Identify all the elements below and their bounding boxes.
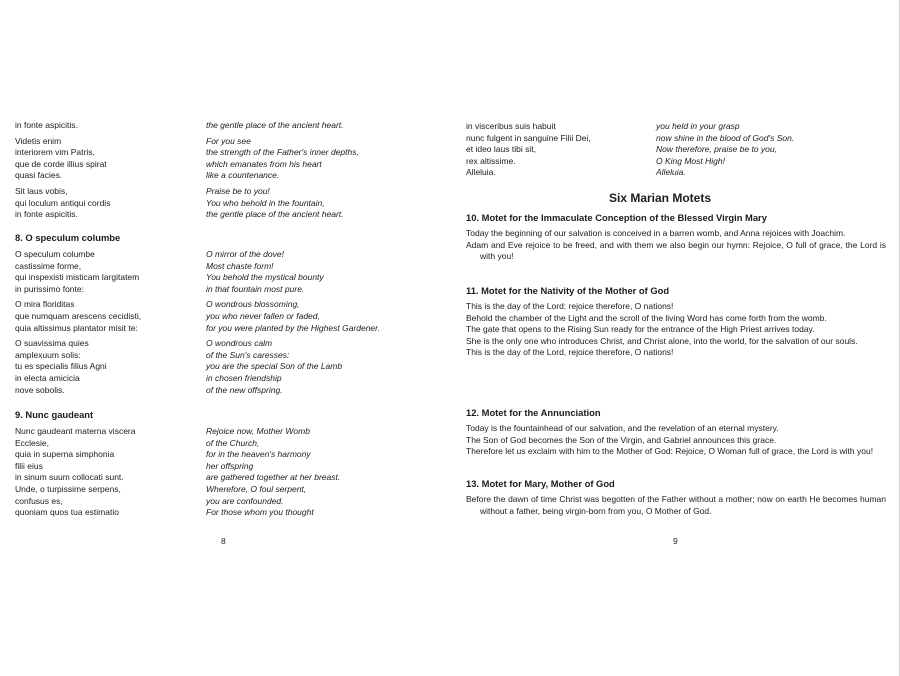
text-line: interiorem vim Patris, (15, 147, 95, 158)
text-line: que de corde illius spirat (15, 158, 107, 169)
stanza (15, 299, 141, 334)
motet-paragraph: She is the only one who introduces Christ, and Christ alone, into the world, for the salvation of our souls. (466, 335, 858, 346)
latin-text-continuation (15, 120, 110, 225)
motet-paragraph: Behold the chamber of the Light and the scroll of the living Word has come forth from the womb. (466, 312, 827, 323)
motet-paragraph: This is the day of the Lord: rejoice therefore, O nations! (466, 301, 674, 311)
motet-paragraph: Adam and Eve rejoice to be freed, and with them we also begin our hymn: Rejoice, O full of grace, the Lord is with you! (466, 239, 886, 262)
text-line: the strength of the Father's inner depths, (206, 147, 359, 158)
text-line: O mirror of the dove! (206, 249, 284, 259)
section-9-latin (15, 426, 136, 519)
page-number-left: 8 (221, 536, 226, 546)
text-line: confusus es, (15, 495, 63, 506)
text-line: Most chaste form! (206, 260, 274, 271)
motet-heading: 10. Motet for the Immaculate Conception of the Blessed Virgin Mary (466, 212, 767, 223)
text-line: Ecclesie, (15, 437, 50, 448)
text-line: O wondrous calm (206, 338, 273, 349)
text-line: Rejoice now, Mother Womb (206, 426, 310, 436)
text-line: filii eius (15, 460, 43, 471)
text-line: O King Most High! (656, 155, 725, 166)
text-line: in chosen friendship (206, 372, 282, 383)
text-line: O suavissima quies (15, 338, 89, 349)
text-line: you are confounded. (206, 495, 284, 506)
section-8-latin (15, 249, 141, 400)
text-line: in sinum suum collocati sunt. (15, 472, 124, 483)
stanza (206, 120, 359, 132)
text-line: amplexuum solis: (15, 349, 81, 360)
motet-paragraph: Therefore let us exclaim with him to the Mother of God: Rejoice, O Woman full of grace, the Lord is with you! (466, 446, 874, 457)
text-line: For you see (206, 135, 251, 146)
section-9-heading: 9. Nunc gaudeant (15, 409, 94, 420)
text-line: her offspring (206, 460, 254, 471)
text-line: nove sobolis. (15, 384, 65, 395)
text-line: castissime forme, (15, 260, 82, 271)
text-line: tu es specialis filius Agni (15, 361, 107, 372)
text-line: in purissimo fonte: (15, 283, 84, 294)
latin-text-ending (466, 121, 591, 179)
motet-heading: 13. Motet for Mary, Mother of God (466, 478, 615, 489)
text-line: que numquam arescens cecidisti, (15, 310, 142, 321)
text-line: O wondrous blossoming, (206, 299, 300, 310)
motet-paragraph: This is the day of the Lord, rejoice therefore, O nations! (466, 347, 674, 358)
text-line: in that fountain most pure. (206, 283, 305, 294)
text-line: O mira floriditas (15, 299, 75, 310)
text-line: Alleluia. (466, 167, 496, 178)
text-line: in visceribus suis habuit (466, 121, 556, 131)
text-line: you who never fallen or faded, (206, 310, 320, 321)
text-line: you are the special Son of the Lamb (206, 361, 343, 372)
text-line: nunc fulgent in sanguine Filii Dei, (466, 132, 591, 143)
stanza (15, 249, 141, 295)
motet-section (466, 285, 886, 359)
text-line: Praise be to you! (206, 185, 270, 196)
text-line: you held in your grasp (656, 121, 740, 131)
text-line: Sit laus vobis, (15, 185, 68, 196)
text-line: et ideo laus tibi sit, (466, 144, 536, 155)
text-line: which emanates from his heart (206, 158, 322, 169)
motet-paragraph: Before the dawn of time Christ was begotten of the Father without a mother; now on earth He becomes human without a father, being virgin-born from you, O Mother of God. (466, 494, 886, 516)
text-line: of the new offspring. (206, 384, 283, 395)
text-line: quia altissimus plantator misit te: (15, 322, 138, 333)
motet-paragraph: Today is the fountainhead of our salvation, and the revelation of an eternal mystery. (466, 423, 779, 433)
text-line: in fonte aspicitis. (15, 209, 78, 220)
motet-section (466, 212, 886, 263)
stanza (15, 120, 110, 132)
text-line: O speculum columbe (15, 249, 95, 259)
text-line: the gentle place of the ancient heart. (206, 120, 344, 130)
text-line: now shine in the blood of God's Son. (656, 132, 795, 143)
stanza (15, 186, 110, 221)
text-line: of the Church, (206, 437, 260, 448)
motet-section (466, 478, 886, 517)
text-line: qui inspexisti misticam largitatem (15, 272, 140, 283)
motet-section (466, 407, 886, 458)
page-number-right: 9 (673, 536, 678, 546)
stanza (15, 338, 141, 396)
text-line: quoniam quos tua estimatio (15, 507, 119, 518)
text-line: of the Sun's caresses: (206, 349, 290, 360)
stanza (206, 249, 380, 295)
text-line: Nunc gaudeant materna viscera (15, 426, 136, 436)
text-line: You who behold in the fountain, (206, 197, 325, 208)
text-line: like a countenance. (206, 170, 280, 181)
english-text-continuation (206, 120, 359, 225)
section-8-english (206, 249, 380, 400)
motet-paragraph: The gate that opens to the Rising Sun ready for the entrance of the High Priest arrives today. (466, 324, 815, 335)
text-line: Unde, o turpissime serpens, (15, 483, 121, 494)
text-line: Videtis enim (15, 135, 62, 146)
text-line: in electa amicicia (15, 372, 80, 383)
stanza (206, 186, 359, 221)
english-text-ending (656, 121, 794, 179)
stanza (15, 136, 110, 182)
text-line: are gathered together at her breast. (206, 472, 341, 483)
stanza (206, 299, 380, 334)
text-line: Alleluia. (656, 167, 686, 178)
text-line: You behold the mystical bounty (206, 272, 324, 283)
motet-paragraph: The Son of God becomes the Son of the Virgin, and Gabriel announces this grace. (466, 434, 777, 445)
text-line: in fonte aspicitis. (15, 120, 78, 130)
motet-heading: 12. Motet for the Annunciation (466, 407, 601, 418)
section-9-english (206, 426, 340, 519)
section-8-heading: 8. O speculum columbe (15, 232, 121, 243)
text-line: Wherefore, O foul serpent, (206, 483, 307, 494)
text-line: for in the heaven's harmony (206, 449, 311, 460)
text-line: quasi facies. (15, 170, 63, 181)
motet-paragraph: Today the beginning of our salvation is conceived in a barren womb, and Anna rejoices with Joachim. (466, 228, 846, 238)
text-line: qui loculum antiqui cordis (15, 197, 111, 208)
text-line: quia in superna simphonia (15, 449, 115, 460)
text-line: the gentle place of the ancient heart. (206, 209, 344, 220)
page-title: Six Marian Motets (608, 191, 712, 205)
stanza (206, 136, 359, 182)
text-line: rex altissime. (466, 155, 516, 166)
text-line: For those whom you thought (206, 507, 314, 518)
stanza (206, 338, 380, 396)
text-line: Now therefore, praise be to you, (656, 144, 777, 155)
text-line: for you were planted by the Highest Gardener. (206, 322, 381, 333)
motet-heading: 11. Motet for the Nativity of the Mother of God (466, 285, 670, 296)
